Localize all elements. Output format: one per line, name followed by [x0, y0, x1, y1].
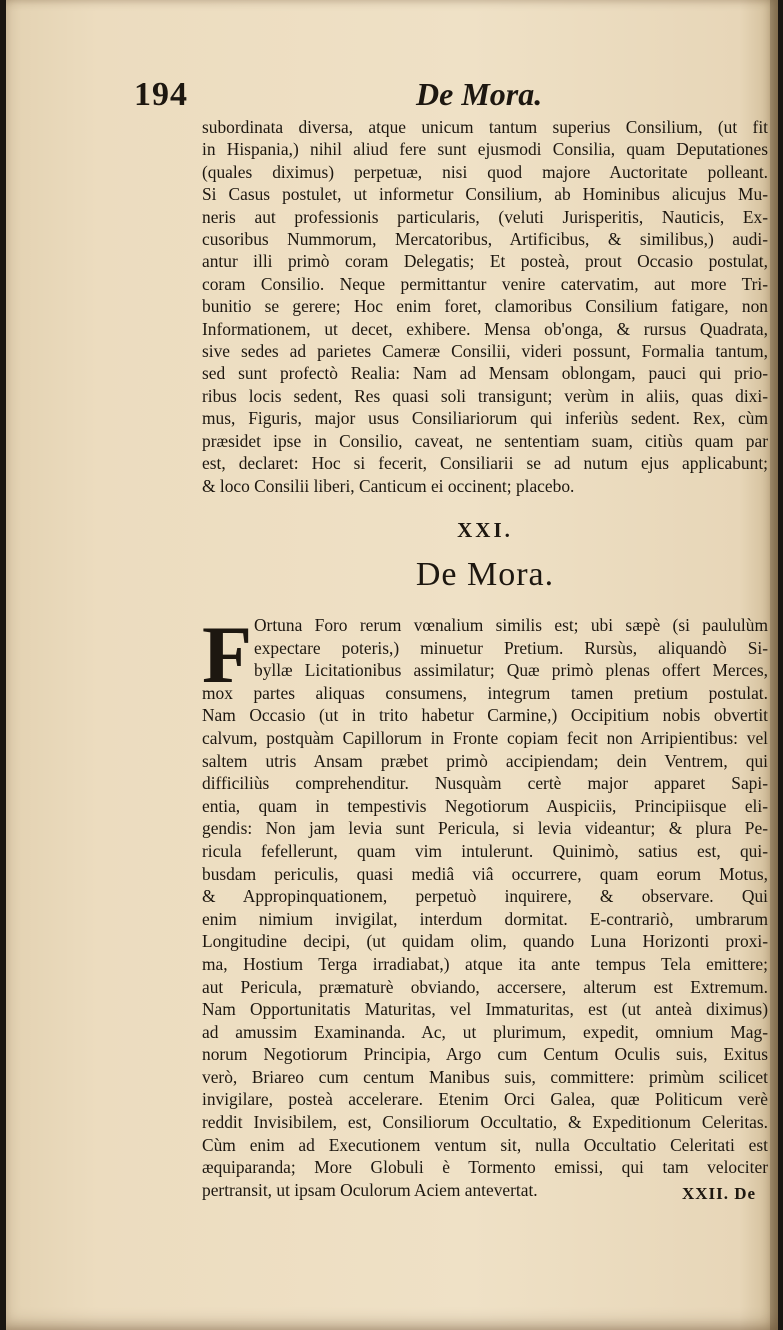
chapter-body-text — [202, 609, 768, 1201]
text-line: ricula fefellerunt, quam vim intulerunt. Quinimò, satius est, qui- — [202, 840, 768, 861]
text-line: difficiliùs comprehenditur. Nusquàm certè major apparet Sapi- — [202, 773, 768, 794]
text-line: bunitio se gerere; Hoc enim foret, clamoribus Consilium fatigare, non — [202, 296, 768, 317]
text-line: & Appropinquationem, perpetuò inquirere, & observare. Qui — [202, 886, 768, 907]
text-line: neris aut professionis particularis, (veluti Jurisperitis, Nauticis, Ex- — [202, 206, 768, 227]
text-line: ma, Hostium Terga irradiabat,) atque ita ante tempus Tela emittere; — [202, 953, 768, 974]
text-line: ad amussim Examinanda. Ac, ut plurimum, expedit, omnium Mag- — [202, 1021, 768, 1042]
text-line: ribus locis sedent, Res quasi soli transigunt; verùm in aliis, quas dixi- — [202, 385, 768, 406]
text-line: Nam Occasio (ut in trito habetur Carmine,) Occipitium nobis obvertit — [202, 705, 768, 726]
catchword: XXII. De — [682, 1184, 757, 1203]
page-number: 194 — [134, 76, 188, 113]
text-line: in Hispania,) nihil aliud fere sunt ejusmodi Consilia, quam Deputationes — [202, 139, 768, 160]
text-line: mus, Figuris, major usus Consiliariorum qui inferiùs sedent. Rex, cùm — [202, 408, 768, 429]
text-line: Informationem, ut decet, exhibere. Mensa ob'onga, & rursus Quadrata, — [202, 318, 768, 339]
text-line: præsidet ipse in Consilio, caveat, ne sententiam suam, citiùs quam par — [202, 430, 768, 451]
text-line: & loco Consilii liberi, Canticum ei occinent; placebo. — [202, 475, 575, 496]
text-line: mox partes aliquas consumens, integrum tamen pretium postulat. — [202, 682, 768, 703]
text-line: enim nimium invigilat, interdum dormitat. E-contrariò, umbrarum — [202, 908, 768, 929]
text-line: Si Casus postulet, ut informetur Consilium, ab Hominibus alicujus Mu- — [202, 184, 768, 205]
text-line: pertransit, ut ipsam Oculorum Aciem antevertat. — [202, 1179, 538, 1200]
text-line: coram Consilio. Neque permittantur venire catervatim, aut more Tri- — [202, 273, 768, 294]
text-line: Longitudine decipi, (ut quidam olim, quando Luna Horizonti proxi- — [202, 931, 768, 952]
drop-cap: F — [202, 609, 253, 700]
text-line: byllæ Licitationibus assimilatur; Quæ primò plenas offert Merces, — [254, 660, 768, 681]
page-header — [134, 76, 774, 120]
text-line: invigilare, posteà accelerare. Etenim Orci Galea, quæ Politicum verè — [202, 1089, 768, 1110]
text-line: Nam Opportunitatis Maturitas, vel Immaturitas, est (ut anteà diximus) — [202, 999, 768, 1020]
chapter-number: XXI. — [457, 518, 513, 542]
text-line: aut Pericula, præmaturè obviando, accersere, alterum est Extremum. — [202, 976, 768, 997]
text-line: calvum, postquàm Capillorum in Fronte copiam fecit non Arripientibus: vel — [202, 727, 768, 748]
previous-section-text — [202, 116, 768, 497]
text-line: expectare poteris,) minuetur Pretium. Rursùs, aliquandò Si- — [254, 637, 768, 658]
text-line: Ortuna Foro rerum vœnalium similis est; ubi sæpè (si paululùm — [254, 615, 768, 635]
running-head: De Mora. — [416, 76, 543, 112]
text-line: antur illi primò coram Delegatis; Et posteà, prout Occasio postulat, — [202, 251, 768, 272]
text-line: æquiparanda; More Globuli è Tormento emissi, qui tam velociter — [202, 1157, 768, 1178]
text-line: subordinata diversa, atque unicum tantum superius Consilium, (ut fit — [202, 117, 768, 137]
text-line: gendis: Non jam levia sunt Pericula, si levia videantur; & plura Pe- — [202, 818, 768, 839]
text-line: est, declaret: Hoc si fecerit, Consiliarii se ad nutum ejus applicabunt; — [202, 453, 768, 474]
text-line: saltem utris Ansam præbet primò accipiendam; dein Ventrem, qui — [202, 750, 768, 771]
text-line: Cùm enim ad Executionem ventum sit, nulla Occultatio Celeritati est — [202, 1134, 768, 1155]
text-line: sed sunt profectò Realia: Nam ad Mensam oblongam, pauci qui prio- — [202, 363, 768, 384]
text-line: entia, quam in tempestivis Negotiorum Auspiciis, Principiisque eli- — [202, 795, 768, 816]
text-line: norum Negotiorum Principia, Argo cum Centum Oculis suis, Exitus — [202, 1044, 768, 1065]
text-line: busdam periculis, quasi mediâ viâ occurrere, quam eorum Motus, — [202, 863, 768, 884]
text-line: reddit Invisibilem, est, Consiliorum Occultatio, & Expeditionum Celeritas. — [202, 1112, 768, 1133]
text-line: sive sedes ad parietes Cameræ Consilii, videri possunt, Formalia tantum, — [202, 341, 768, 362]
book-page — [6, 0, 778, 1330]
chapter-title: De Mora. — [415, 556, 555, 593]
text-line: cusoribus Nummorum, Mercatoribus, Artificibus, & similibus,) audi- — [202, 229, 768, 250]
text-line: (quales diximus) perpetuæ, nisi quod majore Auctoritate polleant. — [202, 161, 768, 182]
text-line: verò, Briareo cum centum Manibus suis, committere: primùm scilicet — [202, 1066, 768, 1087]
page-edge-shadow — [770, 0, 778, 1330]
